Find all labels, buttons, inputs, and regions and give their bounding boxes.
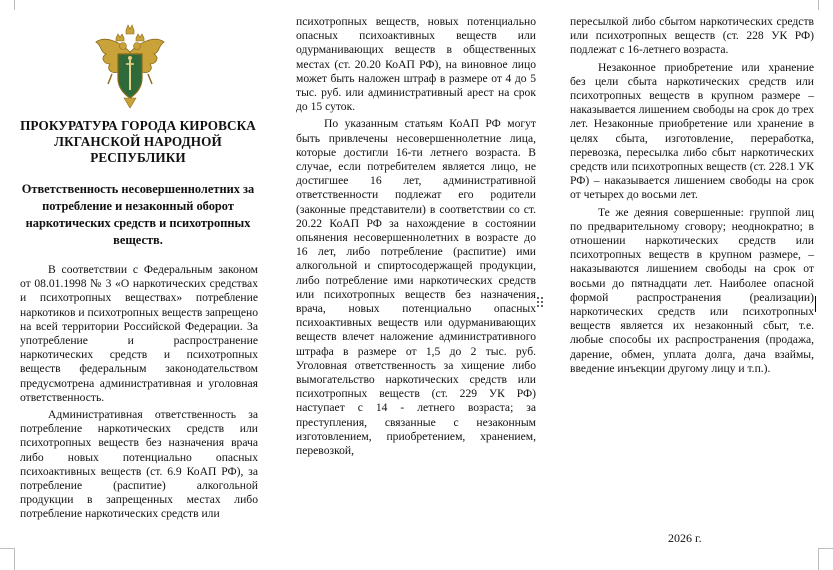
year-label: 2026 г. [668, 531, 702, 545]
crop-mark-bottom-left-h [0, 548, 14, 549]
col1-paragraph-2: Административная ответственность за потребление наркотических средств или психотропных веществ без назначения врача либо новых потенциально опасных психоактивных веществ (ст. 6.9 КоАП РФ), за потребление (распитие) алкогольной продукции в запрещенных местах либо потребление наркотических средств или [20, 408, 258, 521]
col2-paragraph-1: психотропных веществ, новых потенциально опасных психоактивных веществ или одурманивающих веществ в общественных местах (ст. 20.20 КоАП РФ), на виновное лицо может быть наложен штраф в размере от 4 до 5 тыс. руб. или административный арест на срок до 15 суток. [296, 15, 536, 114]
column-3 [570, 15, 814, 376]
text-cursor [815, 296, 816, 312]
crop-mark-bottom-right-h [818, 548, 833, 549]
column-resize-handle[interactable] [537, 297, 545, 309]
crop-mark-bottom-left [14, 548, 15, 570]
col2-paragraph-2: По указанным статьям КоАП РФ могут быть привлечены несовершеннолетние лица, которые достигли 16-ти летнего возраста. В случае, если потребителем является лицо, не достигшее 16 лет, административной ответственности подлежат его родители (законные представители) в соответствии со ст. 20.22 КоАП РФ за нахождение в состоянии опьянения несовершеннолетних в возрасте до 16 лет, либо потребление (распитие) ими алкогольной и спиртосодержащей продукции, либо потребление ими наркотических средств или психотропных веществ без назначения врача, новых потенциально опасных психоактивных веществ или одурманивающих веществ влечет наложение административного штрафа в размере от 1,5 до 2 тыс. руб. Уголовная ответственность за хищение либо вымогательство наркотических средств или психотропных веществ (ст. 229 УК РФ) наступает с 14 - летнего возраста; за преступления, связанные с незаконным изготовлением, приобретением, хранением, перевозкой, [296, 117, 536, 458]
col3-paragraph-2: Незаконное приобретение или хранение без цели сбыта наркотических средств или психотропных веществ в крупном размере – наказывается лишением свободы на срок до трех лет. Незаконные приобретение или хранение в целях сбыта, изготовление, переработка, перевозка, пересылка либо сбыт наркотических средств или психотропных веществ (ст. 228.1 УК РФ) – наказывается лишением свободы на срок от четырех до восьми лет. [570, 60, 814, 202]
col3-paragraph-1: пересылкой либо сбытом наркотических средств или психотропных веществ (ст. 228 УК РФ) подлежат с 16-летнего возраста. [570, 15, 814, 57]
document-subtitle: Ответственность несовершеннолетних за потребление и незаконный оборот наркотических средств и психотропных веществ. [21, 182, 255, 247]
crop-mark-bottom-right [818, 548, 819, 570]
col1-paragraph-1: В соответствии с Федеральным законом от 08.01.1998 № 3 «О наркотических средствах и психотропных веществах» потребление наркотиков и психотропных веществ запрещено на всей территории Российской Федерации. За употребление и распространение наркотических средств и психотропных веществ федеральным законодательством предусмотрена административная и уголовная ответственность. [20, 263, 258, 404]
column-2 [296, 15, 536, 458]
col3-paragraph-3: Те же деяния совершенные: группой лиц по предварительному сговору; неоднократно; в отношении наркотических средств или психотропных веществ в крупном размере, – наказываются лишением свободы на срок от восьми до пятнадцати лет. Наиболее опасной формой распространения (реализации) наркотических средств или психотропных веществ является их незаконный сбыт, т.е. любые способы их распространения (продажа, дарение, обмен, уплата долга, дача взаймы, введение инъекции другому лицу и т.п.). [570, 205, 814, 375]
crop-mark-top-left [14, 0, 15, 10]
crop-mark-top-right [818, 0, 819, 10]
emblem-icon [90, 22, 170, 112]
column-1 [20, 263, 258, 522]
document-title: ПРОКУРАТУРА ГОРОДА КИРОВСКА ЛКГАНСКОЙ НАРОДНОЙ РЕСПУБЛИКИ [20, 118, 256, 165]
